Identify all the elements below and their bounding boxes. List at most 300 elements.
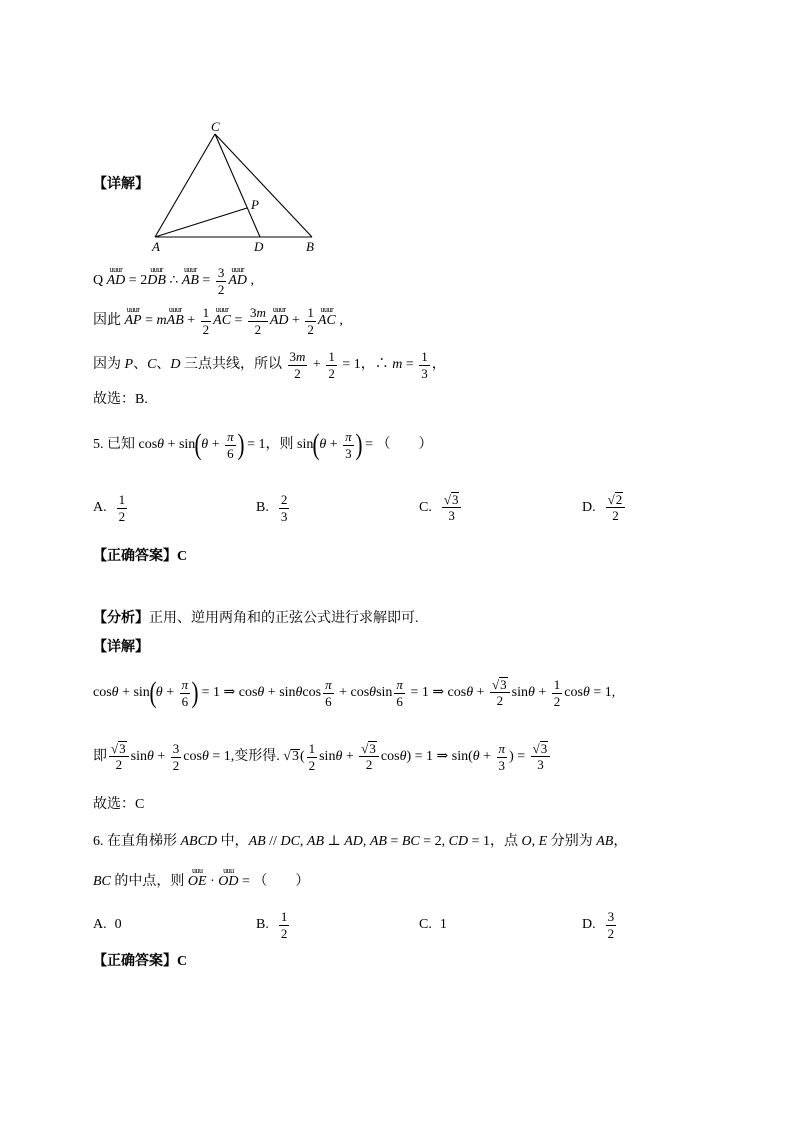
math-text: 2: [307, 321, 314, 337]
big-parenthesis: ): [237, 428, 245, 461]
big-parenthesis: (: [194, 428, 202, 461]
math-variable: θ: [472, 748, 480, 764]
vector-symbol: [269, 304, 289, 330]
math-text: 6. 在直角梯形: [93, 833, 181, 849]
math-variable: θ: [335, 748, 343, 764]
option-b: [256, 909, 419, 941]
math-text: =: [402, 356, 418, 372]
vector-symbol: [213, 304, 232, 330]
math-variable: E: [538, 833, 548, 849]
math-variable: BC: [401, 833, 420, 849]
math-text: ) =: [509, 748, 529, 764]
fraction-denominator: [323, 694, 334, 710]
square-root: [361, 741, 377, 756]
math-variable: O: [521, 833, 532, 849]
math-variable: P: [124, 356, 134, 372]
math-text: 6: [396, 693, 403, 709]
math-text: ，: [613, 833, 628, 849]
fraction: [117, 492, 128, 524]
fraction-numerator: [326, 349, 337, 365]
vector-name: AC: [317, 312, 336, 328]
option-label: C.: [419, 916, 432, 932]
math-text: 1: [307, 304, 314, 320]
radical-sign: √: [443, 491, 451, 507]
math-text: ,: [246, 272, 254, 288]
math-variable: m: [156, 312, 167, 328]
math-text: = 1，∴: [338, 356, 393, 372]
vector-overline-glyph: uuur: [168, 304, 182, 314]
math-text: cos: [93, 684, 112, 700]
vector-symbol: [124, 304, 142, 330]
math-text: 6: [227, 445, 234, 461]
vector-symbol: [166, 304, 184, 330]
math-text: ∴: [165, 272, 182, 288]
section-heading: 【正确答案】C: [93, 548, 188, 564]
math-text: 6: [325, 693, 332, 709]
fraction: [201, 305, 212, 337]
math-text: cos: [380, 748, 400, 764]
fraction-numerator: [201, 305, 212, 321]
vector-symbol: [317, 304, 336, 330]
radicand: 2: [615, 492, 623, 508]
vector-overline-glyph: uuur: [150, 264, 163, 274]
math-text: +: [326, 436, 342, 452]
math-text: =: [386, 833, 402, 849]
math-text: ,: [335, 312, 343, 328]
math-text: 3: [289, 348, 297, 364]
math-text: 3: [498, 757, 506, 773]
math-text: + sin: [164, 436, 196, 452]
radical-sign: √: [607, 491, 615, 507]
math-text: 1: [553, 676, 561, 692]
math-variable: AB: [306, 833, 325, 849]
square-root: [533, 741, 549, 756]
question-5-detail-heading: [93, 626, 149, 670]
fraction: [442, 492, 462, 523]
section-heading: 【详解】: [93, 639, 149, 655]
option-label: D.: [582, 499, 596, 515]
option-label: A.: [93, 500, 107, 515]
vector-name: DB: [147, 272, 166, 288]
label-a: A: [152, 239, 160, 254]
option-b: [256, 492, 419, 524]
big-parenthesis: (: [149, 676, 157, 709]
fraction: [279, 909, 290, 941]
math-text: 1: [439, 916, 447, 932]
math-text: 3: [537, 757, 544, 773]
fraction-numerator: [225, 429, 236, 445]
math-text: 3: [448, 508, 455, 524]
math-text: sin: [511, 684, 528, 700]
fraction-denominator: [117, 509, 128, 525]
math-variable: θ: [257, 684, 265, 700]
math-text: 2: [328, 365, 335, 381]
radicand: 3: [369, 741, 376, 757]
math-text: =: [141, 312, 157, 328]
math-text: + sin: [118, 684, 150, 700]
fraction-denominator: [497, 758, 508, 774]
fraction: [171, 741, 182, 773]
square-root: [283, 749, 300, 765]
fraction-numerator: [248, 305, 268, 321]
fraction-numerator: [180, 677, 191, 693]
fraction-numerator: [288, 349, 308, 365]
fraction: [497, 741, 508, 773]
math-variable: θ: [582, 684, 590, 700]
fraction: [419, 349, 430, 381]
math-text: = 1，点: [468, 833, 522, 849]
label-p: P: [251, 197, 259, 212]
fraction-denominator: [180, 694, 191, 710]
math-text: +: [183, 312, 199, 328]
math-variable: π: [181, 676, 189, 692]
math-variable: θ: [399, 748, 407, 764]
math-text: +: [153, 748, 169, 764]
math-text: ⊥: [324, 833, 345, 849]
vector-symbol: [181, 264, 199, 290]
math-variable: C: [147, 356, 157, 372]
math-variable: θ: [369, 684, 377, 700]
fraction: [490, 677, 510, 708]
fraction-numerator: [109, 741, 129, 756]
math-text: 2: [365, 757, 373, 773]
solution-line-vectors: [93, 259, 254, 303]
math-variable: θ: [201, 748, 209, 764]
solution-line-ap: [93, 299, 343, 343]
math-variable: AB: [596, 833, 614, 849]
radical-sign: √: [283, 749, 291, 765]
question-6-stem-2: [93, 860, 309, 904]
fraction: [323, 677, 334, 709]
fraction-numerator: [606, 909, 617, 925]
question-5-correct-answer: [93, 535, 187, 579]
vector-name: AD: [269, 312, 289, 328]
math-text: + sin: [264, 684, 296, 700]
fraction-denominator: [343, 446, 354, 462]
fraction: [307, 741, 318, 773]
math-text: 1: [280, 908, 288, 924]
math-text: 三点共线，所以: [180, 356, 286, 372]
math-text: 、: [156, 356, 171, 372]
math-variable: AB: [369, 833, 387, 849]
vector-name: AP: [124, 312, 142, 328]
math-text: 1: [118, 491, 126, 507]
math-text: 1: [308, 740, 316, 756]
vector-name: AD: [228, 272, 247, 288]
vector-symbol: [187, 865, 207, 891]
big-parenthesis: ): [191, 676, 199, 709]
math-text: ，: [431, 356, 446, 372]
fraction-numerator: [216, 265, 227, 281]
vector-overline-glyph: uuur: [184, 264, 197, 274]
math-variable: π: [227, 428, 234, 444]
math-text: 2: [607, 925, 615, 941]
fraction-denominator: [307, 758, 318, 774]
math-text: 故选：C: [93, 796, 145, 812]
big-parenthesis: ): [355, 428, 363, 461]
math-text: 2: [308, 757, 316, 773]
vector-overline-glyph: uuur: [109, 264, 123, 274]
vector-overline-glyph: uuur: [126, 304, 140, 314]
fraction: [288, 349, 308, 381]
vector-symbol: [147, 264, 166, 290]
math-text: 故选：B.: [93, 391, 148, 407]
fraction-numerator: [279, 909, 290, 925]
vector-name: AB: [181, 272, 199, 288]
math-text: = 1 ⇒ cos: [198, 684, 258, 700]
fraction: [279, 492, 290, 524]
math-text: 1: [421, 348, 428, 364]
math-text: ,: [531, 833, 539, 849]
math-text: ·: [206, 873, 219, 889]
question-5-options: [93, 486, 745, 530]
math-text: 0: [114, 916, 122, 932]
fraction-denominator: [394, 694, 405, 710]
big-parenthesis: (: [312, 428, 320, 461]
math-variable: AD: [344, 833, 363, 849]
math-variable: m: [256, 304, 266, 320]
fraction-denominator: [216, 282, 227, 298]
fraction-numerator: [307, 741, 318, 757]
fraction-numerator: [279, 492, 290, 508]
fraction-denominator: [171, 758, 182, 774]
math-text: 3: [249, 304, 257, 320]
fraction-denominator: [610, 508, 621, 524]
fraction-denominator: [364, 757, 375, 773]
radicand: 3: [451, 492, 459, 508]
math-text: 2: [254, 321, 262, 337]
math-variable: π: [498, 740, 506, 756]
radical-sign: √: [361, 740, 369, 756]
math-text: 2: [115, 757, 123, 773]
math-text: +: [534, 684, 550, 700]
math-text: sin: [130, 748, 147, 764]
math-text: 2: [496, 693, 504, 709]
math-variable: θ: [319, 436, 327, 452]
vector-symbol: [106, 264, 126, 290]
radical-sign: √: [532, 740, 540, 756]
fraction-numerator: [497, 741, 508, 757]
math-variable: π: [325, 676, 332, 692]
math-variable: m: [296, 348, 306, 364]
math-text: = 1 ⇒ cos: [406, 684, 467, 700]
math-text: 1: [202, 304, 210, 320]
math-text: ,: [299, 833, 307, 849]
detail-heading-figure: [93, 163, 149, 207]
fraction-denominator: [495, 693, 506, 709]
vector-overline-glyph: uuu: [191, 865, 203, 875]
math-text: //: [265, 833, 281, 849]
square-root: [444, 492, 460, 507]
math-text: 、: [133, 356, 148, 372]
math-text: =: [231, 312, 246, 328]
fraction-numerator: [117, 492, 128, 508]
vector-symbol: [228, 264, 247, 290]
math-text: cos: [564, 684, 583, 700]
fraction-denominator: [446, 508, 457, 524]
math-text: +: [342, 748, 358, 764]
math-text: 2: [202, 321, 210, 337]
math-text: =: [198, 272, 214, 288]
segment-ac: [155, 134, 215, 237]
question-6-options: [93, 903, 745, 947]
answer-choice-b: [93, 378, 148, 422]
option-a: [93, 492, 256, 524]
fraction-denominator: [114, 757, 125, 773]
fraction: [531, 741, 551, 772]
math-text: (: [299, 748, 305, 764]
fraction-denominator: [225, 446, 236, 462]
fraction: [343, 429, 354, 461]
fraction: [606, 909, 617, 941]
fraction-numerator: [343, 429, 354, 445]
math-text: = 1，则 sin: [243, 436, 314, 452]
math-text: 即: [93, 748, 107, 764]
fraction: [109, 741, 129, 772]
option-c: [419, 492, 582, 523]
fraction: [552, 677, 563, 709]
radicand: 3: [540, 741, 548, 757]
fraction-numerator: [394, 677, 405, 693]
math-text: 2: [280, 925, 288, 941]
segment-cd: [215, 134, 260, 237]
option-d: [582, 492, 745, 523]
math-text: = 2: [125, 272, 148, 288]
square-root: [608, 492, 624, 507]
square-root: [492, 677, 508, 692]
math-variable: θ: [146, 748, 154, 764]
option-d: [582, 909, 745, 941]
square-root: [111, 741, 127, 756]
fraction-denominator: [253, 322, 264, 338]
math-variable: ABCD: [180, 833, 218, 849]
fraction-numerator: [531, 741, 551, 756]
math-text: 因此: [93, 312, 125, 328]
fraction-numerator: [490, 677, 510, 692]
math-text: ,: [362, 833, 370, 849]
math-text: +: [288, 312, 304, 328]
math-variable: CD: [448, 833, 469, 849]
math-text: +: [309, 356, 325, 372]
question-5-derivation-1: [93, 671, 615, 715]
question-6-correct-answer: [93, 940, 187, 984]
math-variable: θ: [157, 436, 165, 452]
option-label: A.: [93, 916, 107, 932]
radical-sign: √: [492, 676, 500, 692]
math-text: 3: [345, 445, 352, 461]
math-text: 的中点，则: [110, 873, 188, 889]
triangle-figure: [140, 110, 340, 260]
option-label: C.: [419, 499, 432, 515]
label-b: B: [306, 239, 314, 254]
math-text: +: [473, 684, 489, 700]
fraction: [180, 677, 191, 709]
math-text: 2: [294, 365, 301, 381]
math-variable: θ: [201, 436, 209, 452]
math-variable: D: [170, 356, 181, 372]
fraction: [394, 677, 405, 709]
math-text: = （ ）: [361, 436, 433, 452]
math-text: 5. 已知 cos: [93, 436, 158, 452]
math-variable: π: [345, 428, 352, 444]
math-variable: θ: [528, 684, 535, 700]
radicand: 3: [291, 749, 299, 765]
option-label: B.: [256, 917, 269, 932]
question-6-stem: [93, 820, 627, 864]
math-text: 6: [181, 693, 189, 709]
math-variable: π: [396, 676, 403, 692]
radicand: 3: [119, 741, 126, 757]
math-text: 2: [280, 491, 288, 507]
math-text: = 2,: [419, 833, 449, 849]
question-5-derivation-2: [93, 735, 552, 779]
section-heading: 【分析】: [93, 610, 149, 626]
fraction: [225, 429, 236, 461]
math-text: 3: [280, 508, 288, 524]
vector-name: AC: [213, 312, 232, 328]
vector-overline-glyph: uuur: [231, 264, 244, 274]
fraction: [359, 741, 379, 772]
math-text: 2: [217, 281, 225, 297]
vector-name: AB: [166, 312, 184, 328]
fraction-denominator: [419, 366, 430, 382]
fraction-numerator: [442, 492, 462, 507]
fraction-denominator: [279, 926, 290, 942]
fraction: [305, 305, 316, 337]
math-text: 2: [118, 508, 126, 524]
math-text: 正用、逆用两角和的正弦公式进行求解即可.: [149, 610, 419, 626]
math-text: = 1,: [589, 684, 616, 700]
fraction: [216, 265, 227, 297]
vector-name: OD: [218, 873, 239, 889]
option-label: B.: [256, 500, 269, 515]
radicand: 3: [500, 677, 507, 693]
option-a: [93, 917, 256, 934]
section-heading: 【正确答案】C: [93, 953, 188, 969]
math-text: 中，: [217, 833, 249, 849]
fraction-denominator: [201, 322, 212, 338]
math-text: +: [162, 684, 178, 700]
math-variable: m: [392, 356, 403, 372]
label-d: D: [254, 239, 264, 254]
vector-name: OE: [187, 873, 207, 889]
math-text: Q: [93, 272, 107, 288]
math-variable: DC: [280, 833, 300, 849]
math-text: 2: [612, 508, 619, 524]
option-c: [419, 917, 582, 934]
math-variable: θ: [155, 684, 163, 700]
math-text: 3: [172, 740, 180, 756]
math-text: 分别为: [547, 833, 597, 849]
math-text: sin: [376, 684, 393, 700]
math-text: sin: [319, 748, 336, 764]
vector-overline-glyph: uuur: [272, 304, 286, 314]
math-text: 3: [607, 908, 615, 924]
fraction-denominator: [552, 694, 563, 710]
fraction-denominator: [606, 926, 617, 942]
math-text: = （ ）: [238, 873, 310, 889]
vector-symbol: [218, 865, 239, 891]
vector-overline-glyph: uuu: [223, 865, 234, 875]
fraction-denominator: [279, 509, 290, 525]
fraction-numerator: [552, 677, 563, 693]
fraction-numerator: [419, 349, 430, 365]
math-text: cos: [183, 748, 202, 764]
fraction: [606, 492, 626, 523]
question-5-stem: [93, 423, 433, 467]
section-heading: 【详解】: [93, 176, 149, 192]
option-label: D.: [582, 917, 596, 932]
